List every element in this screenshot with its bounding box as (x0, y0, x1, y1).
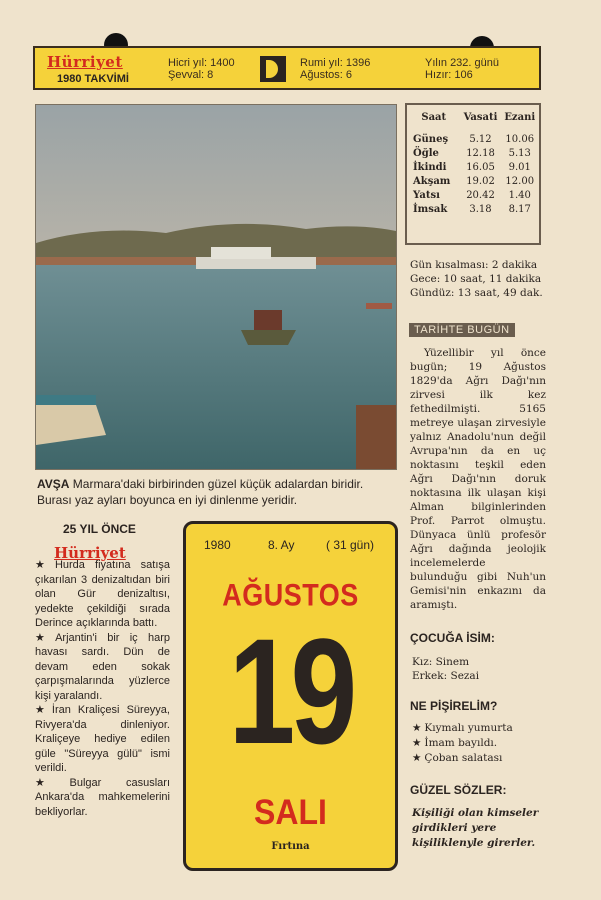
calendar-day-card (183, 521, 398, 871)
boy-name: Erkek: Sezai (412, 670, 480, 682)
prayer-name: İkindi (413, 162, 447, 173)
vasati-time: 20.42 (466, 190, 495, 201)
header-band (33, 46, 541, 90)
caption-place: AVŞA (37, 477, 70, 491)
card-note: Fırtına (271, 841, 310, 852)
news-item: ★ Bulgar casusları Ankara'da mahkemelerini bekliyorlar. (35, 776, 170, 818)
prayer-times-table (405, 103, 541, 245)
avsa-photo (35, 104, 397, 470)
star-icon: ★ (35, 704, 49, 716)
day-length: Gündüz: 13 saat, 49 dak. (410, 287, 543, 299)
star-icon: ★ (412, 737, 422, 749)
news-item: ★ Hurda fiyatına satışa çıkarılan 3 denizaltıdan biri olan Gür denizaltısı, yedekte çekildiği sırada Derince açıklarında battı. (35, 559, 170, 629)
table-row (407, 175, 539, 189)
prayer-name: İmsak (413, 204, 448, 215)
harbor-image (36, 105, 396, 469)
ezani-time: 9.01 (508, 162, 531, 173)
girl-name: Kız: Sinem (412, 656, 470, 668)
photo-caption (37, 476, 395, 508)
years-ago-news (35, 558, 170, 819)
child-names (412, 655, 479, 683)
star-icon: ★ (35, 776, 67, 789)
hijri-month: Şevval: 8 (168, 69, 214, 81)
night-length: Gece: 10 saat, 11 dakika (410, 273, 542, 285)
card-month-number: 8. Ay (268, 538, 295, 552)
prayer-name: Öğle (413, 148, 439, 159)
khizr-count: Hızır: 106 (425, 69, 473, 81)
column-header-vasati: Vasati (463, 112, 498, 123)
news-item: ★ İran Kraliçesi Süreyya, Rivyera'da dinleniyor. Kraliçeye hediye edilen güle "Süreyya gülü" ismi verildi. (35, 704, 170, 774)
rumi-year: Rumi yıl: 1396 (300, 57, 371, 69)
table-row (407, 161, 539, 175)
prayer-name: Yatsı (413, 190, 440, 201)
card-month-name: AĞUSTOS (222, 577, 359, 613)
rumi-month: Ağustos: 6 (300, 69, 352, 81)
quote-text: Kişiliği olan kimseler girdikleri yere kişiliklenyle girerler. (412, 807, 539, 849)
list-item: ★ İmam bayıldı. (412, 737, 498, 749)
caption-text: Marmara'daki birbirinden güzel küçük adalardan biridir. Burası yaz ayları boyunca en iyi dinlenme yeridir. (37, 477, 364, 507)
vasati-time: 5.12 (469, 134, 492, 145)
news-item: ★ Arjantin'i bir iç harp havası sardı. Dün de devam eden sokak çarpışmalarında yüzlerce kişi yaralandı. (35, 631, 170, 702)
table-row (407, 189, 539, 203)
day-shortening: Gün kısalması: 2 dakika (410, 259, 538, 271)
cooking-list (412, 721, 513, 766)
star-icon: ★ (35, 631, 53, 644)
ezani-time: 12.00 (505, 176, 535, 187)
column-header-saat: Saat (421, 112, 447, 123)
card-year: 1980 (204, 538, 231, 552)
header-calendar-year: 1980 TAKVİMİ (57, 73, 129, 85)
child-names-title: ÇOCUĞA İSİM: (410, 631, 495, 645)
table-row (407, 147, 539, 161)
card-month-days: ( 31 gün) (326, 538, 375, 552)
history-text: Yüzellibir yıl önce bugün; 19 Ağustos 1829'da Ağrı Dağı'nın zirvesi ilk kez fethedilmişti. 5165 metreye ulaşan zirvesiyle yalnız Anadolu'nun değil Avrupa'nın da en uç noktasını teşkil eden Ağrı Dağı'nın doruk noktasına ilk ulaşan kişi Alman bilginlerinden Prof. Parrot olmuştu. Dünyaca ünlü profesör Ağrı dağında jeolojik incelemelerde bulunduğu gibi Nuh'un Gemisi'nin enkazını da aramıştı. (410, 347, 546, 611)
prayer-name: Akşam (413, 176, 451, 187)
star-icon: ★ (412, 722, 422, 734)
ezani-time: 5.13 (508, 148, 531, 159)
ezani-time: 1.40 (508, 190, 531, 201)
vasati-time: 19.02 (466, 176, 495, 187)
star-icon: ★ (35, 559, 52, 571)
moon-phase-icon (260, 56, 286, 82)
card-weekday: SALI (254, 792, 327, 832)
list-item: ★ Çoban salatası (412, 752, 503, 764)
quote-title: GÜZEL SÖZLER: (410, 783, 507, 797)
cooking-title: NE PİŞİRELİM? (410, 699, 498, 713)
list-item: ★ Kıymalı yumurta (412, 722, 513, 734)
ezani-time: 10.06 (505, 134, 535, 145)
vasati-time: 16.05 (466, 162, 495, 173)
header-logo: Hürriyet (47, 53, 123, 71)
star-icon: ★ (412, 752, 422, 764)
prayer-name: Güneş (413, 134, 449, 145)
table-row (407, 203, 539, 217)
vasati-time: 3.18 (469, 204, 492, 215)
day-of-year: Yılın 232. günü (425, 57, 500, 69)
card-day-number: 19 (228, 607, 353, 775)
table-row (407, 133, 539, 147)
hijri-year: Hicri yıl: 1400 (168, 57, 235, 69)
column-header-ezani: Ezani (504, 112, 536, 123)
ezani-time: 8.17 (508, 204, 531, 215)
years-ago-logo: Hürriyet (54, 544, 126, 562)
vasati-time: 12.18 (466, 148, 495, 159)
day-length-info (410, 258, 555, 300)
history-badge: TARİHTE BUGÜN (409, 323, 515, 337)
years-ago-title: 25 YIL ÖNCE (63, 522, 136, 536)
